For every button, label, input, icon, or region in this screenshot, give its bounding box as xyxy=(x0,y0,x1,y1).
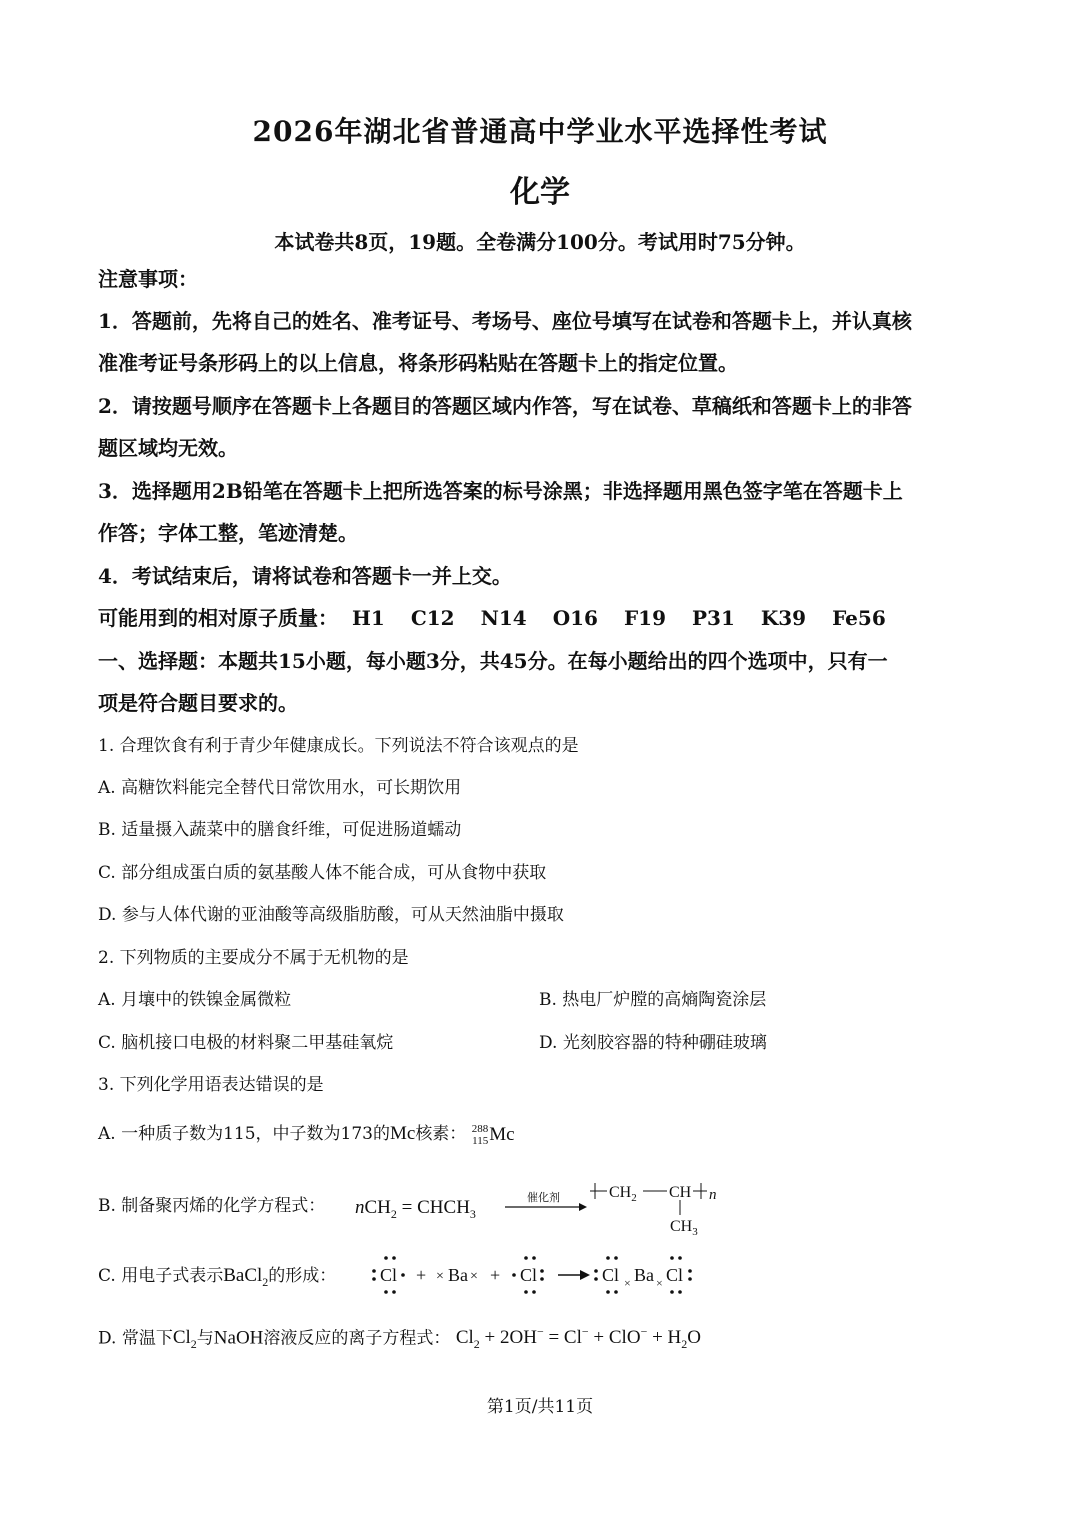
section-heading-line-2: 项是符合题目要求的。 xyxy=(98,691,298,715)
q3-a-text: A. 一种质子数为115，中子数为173的 xyxy=(98,1124,390,1144)
svg-text:×: × xyxy=(624,1276,631,1290)
notice-heading: 注意事项： xyxy=(98,267,198,291)
svg-text:Cl: Cl xyxy=(666,1265,684,1285)
electron-dot-graphic xyxy=(370,1250,730,1300)
svg-text:CH3: $CH_3$ xyxy=(670,1218,698,1237)
notice-item-2-line-1: 2．请按题号顺序在答题卡上各题目的答题区域内作答，写在试卷、草稿纸和答题卡上的非答 xyxy=(98,394,912,418)
q2-option-c: C. 脑机接口电极的材料聚二甲基硅氧烷 xyxy=(98,1033,394,1053)
svg-text:Cl: Cl xyxy=(602,1265,620,1285)
q3-d-cl2: $Cl_2$ xyxy=(172,1327,197,1352)
atom-mass: F19 xyxy=(623,606,666,630)
atom-mass: Fe56 xyxy=(832,606,886,630)
q1-option-c: C. 部分组成蛋白质的氨基酸人体不能合成，可从食物中获取 xyxy=(98,863,547,883)
q3-a-element: Mc xyxy=(389,1123,416,1144)
svg-text:CH2: $CH_2$ xyxy=(609,1184,637,1204)
atom-mass: N14 xyxy=(480,606,527,630)
page-number: 第1页/共11页 xyxy=(486,1397,594,1417)
q1-option-a: A. 高糖饮料能完全替代日常饮用水，可长期饮用 xyxy=(98,778,462,798)
notice-item-4: 4．考试结束后，请将试卷和答题卡一并上交。 xyxy=(98,564,512,588)
q3-d-text: D. 常温下 xyxy=(98,1328,173,1349)
atom-mass: P31 xyxy=(691,606,735,630)
nuclide-numbers xyxy=(472,1123,489,1147)
nuclide-atomic-number: 115 xyxy=(472,1134,489,1147)
svg-text:×: × xyxy=(470,1269,478,1284)
notice-item-1-line-2: 准准考证号条形码上的以上信息，将条形码粘贴在答题卡上的指定位置。 xyxy=(98,351,738,375)
notice-item-3-line-2: 作答；字体工整，笔迹清楚。 xyxy=(98,521,358,545)
notice-item-3-line-1: 3．选择题用2B铅笔在答题卡上把所选答案的标号涂黑；非选择题用黑色签字笔在答题卡上 xyxy=(98,479,903,503)
q3-option-d xyxy=(98,1318,988,1358)
q3-d-text-2: 与 xyxy=(196,1328,214,1349)
section-heading-line-1: 一、选择题：本题共15小题，每小题3分，共45分。在每小题给出的四个选项中，只有一 xyxy=(98,649,888,673)
q3-option-a xyxy=(98,1120,988,1149)
q3-d-naoh: NaOH xyxy=(213,1327,264,1349)
notice-item-1-line-1: 1．答题前，先将自己的姓名、准考证号、考场号、座位号填写在试卷和答题卡上，并认真核 xyxy=(98,309,912,333)
atom-mass: K39 xyxy=(760,606,807,630)
q3-c-electron-dot xyxy=(370,1250,730,1300)
svg-text:CH: CH xyxy=(669,1184,692,1201)
svg-text:+: + xyxy=(490,1265,501,1285)
catalyst-label: 催化剂 xyxy=(527,1191,560,1204)
q3-b-text: B. 制备聚丙烯的化学方程式： xyxy=(98,1196,326,1216)
svg-text:Ba: Ba xyxy=(448,1265,468,1285)
exam-subject: 化学 xyxy=(510,175,570,210)
exam-title: 2026年湖北省普通高中学业水平选择性考试 xyxy=(252,115,828,148)
nuclide-mass-number: 288 xyxy=(471,1122,489,1135)
q1-option-d: D. 参与人体代谢的亚油酸等高级脂肪酸，可从天然油脂中摄取 xyxy=(98,905,564,925)
atomic-masses-lead: 可能用到的相对原子质量： xyxy=(98,606,338,630)
atom-mass: O16 xyxy=(552,606,598,630)
atom-mass: H1 xyxy=(352,606,385,630)
q3-a-text-2: 核素： xyxy=(415,1124,467,1144)
q2-option-a: A. 月壤中的铁镍金属微粒 xyxy=(98,990,292,1010)
polypropylene-equation-graphic xyxy=(355,1175,735,1237)
q2-stem: 2. 下列物质的主要成分不属于无机物的是 xyxy=(98,948,409,968)
svg-text:×: × xyxy=(656,1276,663,1290)
q3-c-text: C. 用电子式表示 xyxy=(98,1266,224,1286)
q3-c-formula: BaCl$_2$ xyxy=(223,1265,269,1289)
q3-c-text-2: 的形成： xyxy=(268,1266,337,1286)
svg-text:+: + xyxy=(416,1265,427,1285)
q3-stem: 3. 下列化学用语表达错误的是 xyxy=(98,1075,324,1095)
svg-text:×: × xyxy=(436,1269,444,1284)
svg-text:Cl: Cl xyxy=(380,1265,398,1285)
q1-option-b: B. 适量摄入蔬菜中的膳食纤维，可促进肠道蠕动 xyxy=(98,820,462,840)
svg-text:Cl: Cl xyxy=(520,1265,538,1285)
q3-a-nuclide xyxy=(472,1121,515,1149)
q2-option-d: D. 光刻胶容器的特种硼硅玻璃 xyxy=(539,1033,767,1053)
svg-text:Ba: Ba xyxy=(634,1265,654,1285)
q3-d-ionic-equation: $Cl_2 + 2OH^- = Cl^- + ClO^- + H_2O$ xyxy=(455,1325,702,1352)
q3-b-equation xyxy=(355,1175,735,1237)
q2-option-b: B. 热电厂炉膛的高熵陶瓷涂层 xyxy=(539,990,767,1010)
svg-text:n: n xyxy=(709,1187,717,1203)
q3-d-text-3: 溶液反应的离子方程式： xyxy=(263,1328,451,1349)
notice-item-2-line-2: 题区域均无效。 xyxy=(98,436,238,460)
atom-mass: C12 xyxy=(410,606,455,630)
svg-text:nCH2 = CHCH3: $nCH_2 = CHCH_3$ xyxy=(355,1197,476,1221)
nuclide-symbol: Mc xyxy=(489,1123,515,1145)
q1-stem: 1. 合理饮食有利于青少年健康成长。下列说法不符合该观点的是 xyxy=(98,736,579,756)
atomic-masses xyxy=(98,597,988,639)
exam-intro: 本试卷共8页，19题。全卷满分100分。考试用时75分钟。 xyxy=(274,230,806,254)
